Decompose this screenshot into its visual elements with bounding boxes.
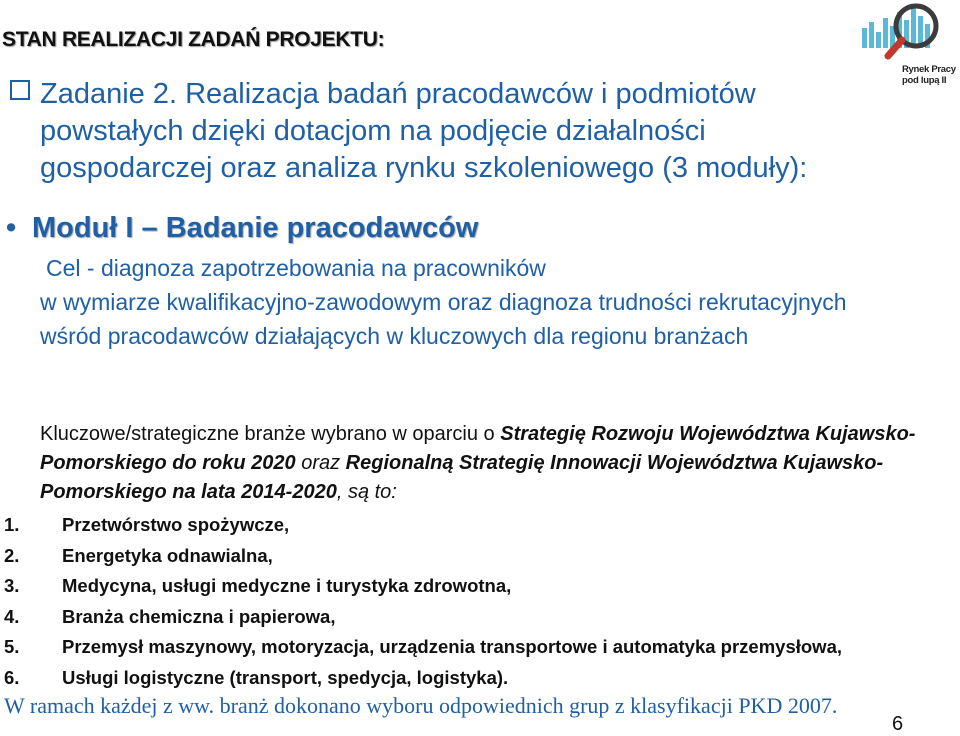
strategy-2: Regionalną Strategię Innowacji Województwa Kujawsko-Pomorskiego na lata 2014-2020 xyxy=(40,452,884,503)
intro-text: Kluczowe/strategiczne branże wybrano w oparciu o xyxy=(40,423,501,445)
page-title: STAN REALIZACJI ZADAŃ PROJEKTU: xyxy=(2,28,385,51)
goal-line1: Cel - diagnoza zapotrzebowania na pracowników xyxy=(46,255,546,281)
list-number: 4. xyxy=(4,605,20,627)
list-label: Przemysł maszynowy, motoryzacja, urządzenia transportowe i automatyka przemysłowa, xyxy=(62,636,842,657)
logo xyxy=(858,2,960,92)
connector: oraz xyxy=(295,452,346,474)
module-title: Moduł I – Badanie pracodawców xyxy=(32,212,479,244)
page-number: 6 xyxy=(892,713,904,735)
list-number: 5. xyxy=(4,636,20,657)
list-label: Branża chemiczna i papierowa, xyxy=(62,605,336,627)
strategy-1: Strategię Rozwoju Województwa Kujawsko-Pomorskiego do roku 2020 xyxy=(40,423,916,474)
module-heading xyxy=(6,212,478,245)
list-item xyxy=(4,541,842,572)
magnifier-chart-icon xyxy=(858,2,960,64)
list-label: Medycyna, usługi medyczne i turystyka zdrowotna, xyxy=(62,575,512,596)
module-goal xyxy=(40,251,900,353)
list-item xyxy=(4,571,842,602)
bullet-icon: • xyxy=(6,212,17,244)
list-item xyxy=(4,663,842,694)
list-number: 2. xyxy=(4,544,20,566)
intro-suffix: , są to: xyxy=(336,481,397,503)
branch-list xyxy=(4,510,842,693)
list-label: Przetwórstwo spożywcze, xyxy=(62,514,290,535)
task-text: Zadanie 2. Realizacja badań pracodawców i podmiotów powstałych dzięki dotacjom na podjęcie działalności gospodarczej oraz analiza rynku szkoleniowego (3 moduły): xyxy=(40,78,808,184)
logo-line1: Rynek Pracy xyxy=(902,64,956,75)
branches-intro xyxy=(40,420,920,507)
list-number: 6. xyxy=(4,666,20,688)
list-label: Energetyka odnawialna, xyxy=(62,544,273,566)
list-item xyxy=(4,602,842,633)
footer-note: W ramach każdej z ww. branż dokonano wyboru odpowiednich grup z klasyfikacji PKD 2007. xyxy=(4,693,838,718)
list-number: 3. xyxy=(4,575,20,596)
goal-rest: w wymiarze kwalifikacyjno-zawodowym oraz diagnoza trudności rekrutacyjnych wśród pracodawców działających w kluczowych dla regionu branżach xyxy=(40,289,847,349)
logo-line2: pod lupą II xyxy=(902,75,947,86)
checkbox-icon xyxy=(10,80,30,100)
list-item xyxy=(4,632,842,663)
list-number: 1. xyxy=(4,514,20,535)
list-label: Usługi logistyczne (transport, spedycja, logistyka). xyxy=(62,666,509,688)
list-item xyxy=(4,510,842,541)
